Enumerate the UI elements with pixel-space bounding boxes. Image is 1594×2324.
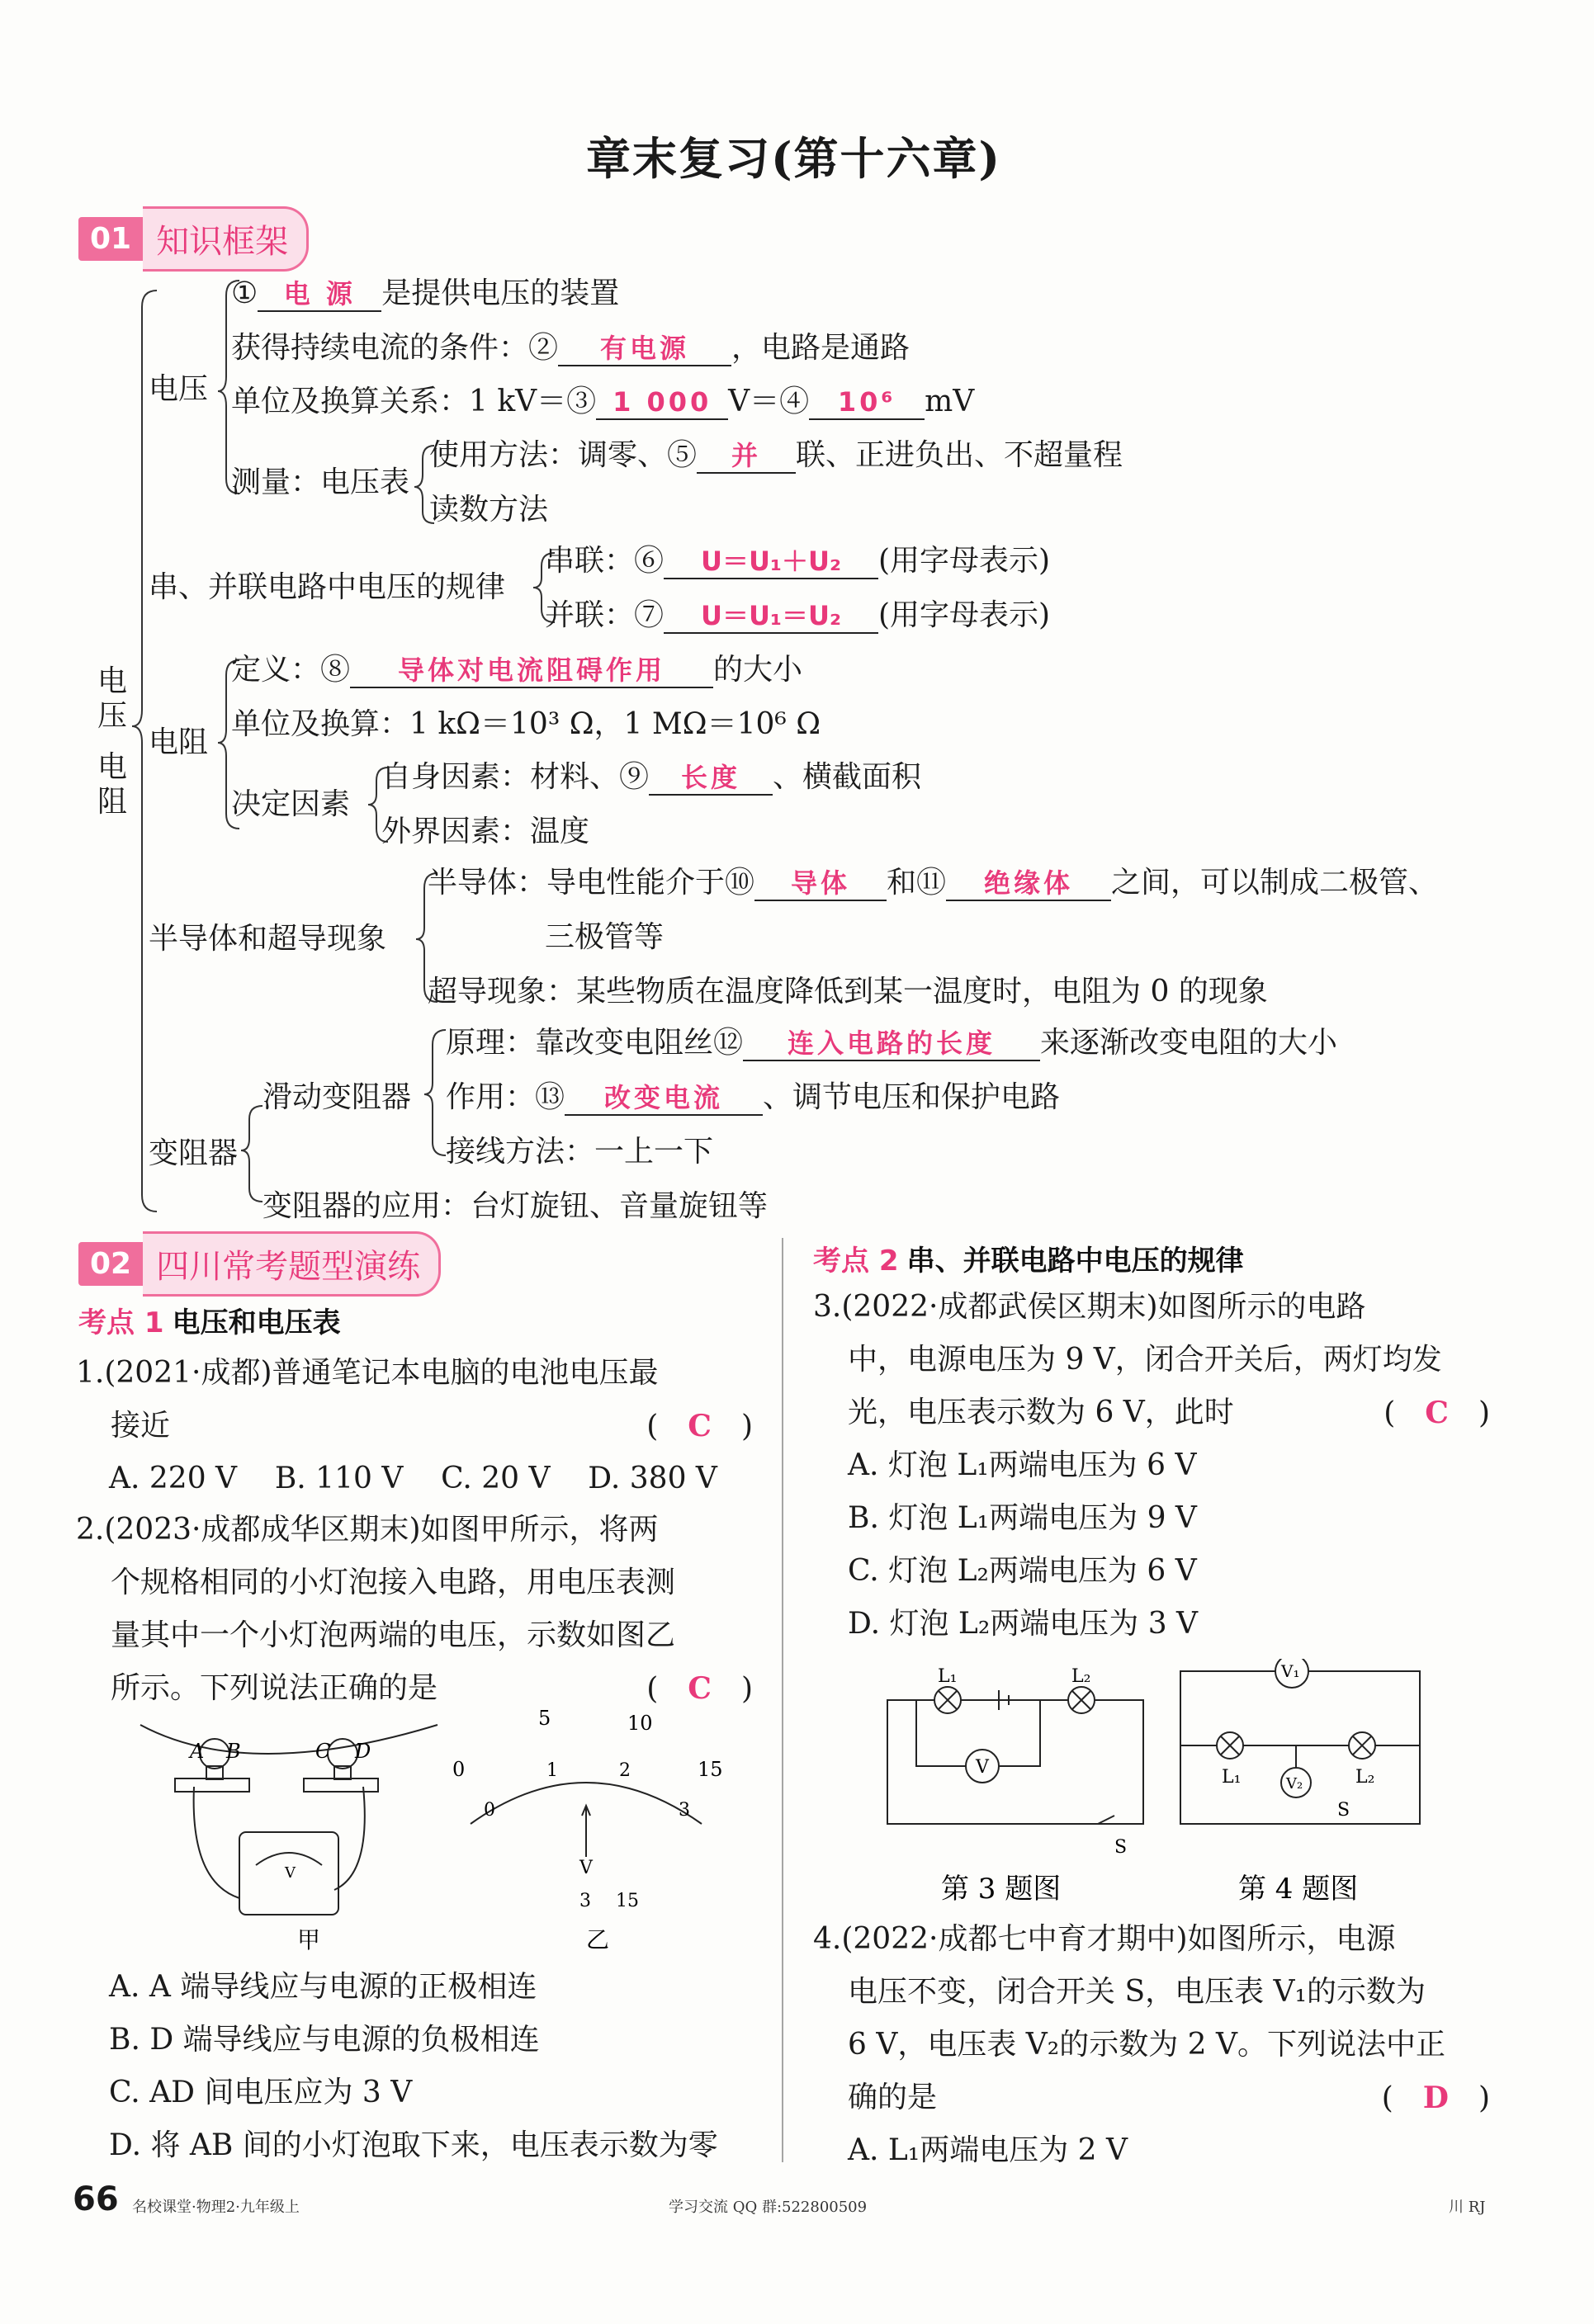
- q2-figure: [124, 1708, 768, 1956]
- answer-13: 改变电流: [565, 1081, 763, 1116]
- rheostat-application: 变阻器的应用：台灯旋钮、音量旋钮等: [263, 1189, 769, 1223]
- scale-top-15: 15: [698, 1758, 723, 1781]
- measure-label: 测量：电压表: [231, 465, 410, 499]
- fig3-caption: 第 3 题图: [941, 1873, 1062, 1906]
- semi-line1-cont: 三极管等: [545, 920, 665, 954]
- rheostat-wiring: 接线方法：一上一下: [446, 1135, 714, 1169]
- answer-q1: C: [688, 1409, 712, 1443]
- voltage-line3: 单位及换算关系：1 kV＝③ 1 000 V＝④ 10⁶ mV: [231, 385, 975, 418]
- question-3: 3.(2022·成都武侯区期末)如图所示的电路 中，电源电压为 9 V，闭合开关后，两灯均发 光，电压表示数为 6 V，此时 ( C ) A. 灯泡 L₁两端电压为 6 V B. 灯泡 L₁两端电压为 9 V C. 灯泡 L₂两端电压为 6 V D. 灯泡 L₂两端电压为 3 V: [813, 1290, 1490, 1641]
- section-practice: [78, 1238, 441, 1289]
- self-factor: 自身因素：材料、⑨ 长度 、横截面积: [381, 760, 922, 794]
- fig-label-c: C: [315, 1740, 331, 1763]
- svg-text:L₂: L₂: [1071, 1666, 1091, 1687]
- voltage-line2: 获得持续电流的条件：② 有电源 ，电路是通路: [231, 331, 911, 365]
- svg-text:V: V: [285, 1864, 296, 1882]
- svg-text:S: S: [1337, 1800, 1350, 1821]
- svg-text:S: S: [1114, 1837, 1128, 1858]
- svg-text:V: V: [579, 1858, 593, 1878]
- section-number: 02: [78, 1242, 143, 1286]
- svg-text:L₁: L₁: [1222, 1767, 1242, 1788]
- footer-edition: 川 RJ: [1449, 2199, 1486, 2216]
- answer-5: 并: [697, 439, 796, 474]
- voltage-label: 电压: [149, 372, 209, 406]
- question-1: 1.(2021·成都)普通笔记本电脑的电池电压最 接近 ( C ) A. 220 V B. 110 V C. 20 V D. 380 V: [76, 1356, 753, 1495]
- root-label: 电 压 电 阻: [97, 664, 128, 819]
- answer-12: 连入电路的长度: [743, 1027, 1040, 1061]
- answer-q2: C: [688, 1671, 712, 1706]
- external-factor: 外界因素：温度: [381, 815, 590, 848]
- question-4: 4.(2022·成都七中育才期中)如图所示，电源 电压不变，闭合开关 S，电压表 V₁的示数为 6 V，电压表 V₂的示数为 2 V。下列说法中正 确的是 ( D ) A. L₁两端电压为 2 V: [813, 1922, 1490, 2167]
- scale-top-10: 10: [627, 1712, 653, 1735]
- page-title: 章末复习(第十六章): [586, 132, 1002, 185]
- use-method: 使用方法：调零、⑤ 并 联、正进负出、不超量程: [429, 438, 1123, 472]
- section-number: 01: [78, 217, 143, 261]
- section-name: 四川常考题型演练: [143, 1231, 441, 1297]
- answer-6: U＝U₁＋U₂: [664, 545, 878, 579]
- scale-bottom-3: 3: [679, 1800, 690, 1821]
- answer-4: 10⁶: [809, 385, 925, 420]
- superconduct-line: 超导现象：某些物质在温度降低到某一温度时，电阻为 0 的现象: [428, 975, 1268, 1008]
- q2-options: A. A 端导线应与电源的正极相连 B. D 端导线应与电源的负极相连 C. AD 间电压应为 3 V D. 将 AB 间的小灯泡取下来，电压表示数为零: [109, 1970, 718, 2162]
- fig-yi: 乙: [586, 1926, 610, 1953]
- series-parallel-label: 串、并联电路中电压的规律: [149, 570, 506, 604]
- fig-label-d: D: [355, 1740, 371, 1763]
- svg-text:V₂: V₂: [1286, 1775, 1303, 1793]
- answer-9: 长度: [649, 761, 773, 796]
- svg-text:L₂: L₂: [1355, 1767, 1375, 1788]
- answer-3: 1 000: [596, 385, 728, 420]
- terminal-3: 3: [579, 1891, 591, 1911]
- kaodian-2: 考点 2 串、并联电路中电压的规律: [813, 1245, 1244, 1278]
- answer-10: 导体: [754, 867, 887, 901]
- rheostat-function: 作用：⑬ 改变电流 、调节电压和保护电路: [446, 1080, 1061, 1114]
- scale-zero-top: 0: [452, 1758, 466, 1781]
- semi-line1: 半导体：导电性能介于⑩ 导体 和⑪ 绝缘体 之间，可以制成二极管、: [428, 866, 1439, 900]
- kaodian-1: 考点 1 电压和电压表: [78, 1306, 341, 1339]
- scale-bottom-0: 0: [484, 1800, 495, 1821]
- answer-7: U＝U₁＝U₂: [664, 599, 878, 634]
- svg-text:V₁: V₁: [1281, 1661, 1300, 1681]
- read-method: 读数方法: [429, 493, 549, 527]
- resistance-unit: 单位及换算：1 kΩ＝10³ Ω，1 MΩ＝10⁶ Ω: [231, 707, 821, 741]
- answer-1: 电 源: [258, 277, 381, 312]
- fig-label-a: A: [190, 1740, 205, 1763]
- resistance-label: 电阻: [149, 725, 209, 759]
- slide-rheostat-label: 滑动变阻器: [263, 1080, 412, 1114]
- section-name: 知识框架: [143, 206, 309, 272]
- answer-q4: D: [1422, 2081, 1449, 2115]
- factor-label: 决定因素: [231, 787, 351, 821]
- series-line: 串联：⑥ U＝U₁＋U₂ (用字母表示): [545, 544, 1051, 578]
- fig-label-b: B: [226, 1740, 241, 1763]
- footer-book: 名校课堂·物理2·九年级上: [132, 2199, 300, 2216]
- question-2: 2.(2023·成都成华区期末)如图甲所示，将两 个规格相同的小灯泡接入电路，用电压表测 量其中一个小灯泡两端的电压，示数如图乙 所示。下列说法正确的是 ( C ): [76, 1513, 753, 1706]
- answer-11: 绝缘体: [946, 867, 1111, 901]
- fig-jia: 甲: [297, 1926, 321, 1953]
- fig4-caption: 第 4 题图: [1238, 1873, 1359, 1906]
- answer-8: 导体对电流阻碍作用: [350, 654, 713, 688]
- page-number: 66: [73, 2180, 119, 2218]
- resistance-def: 定义：⑧ 导体对电流阻碍作用 的大小: [231, 653, 803, 687]
- parallel-line: 并联：⑦ U＝U₁＝U₂ (用字母表示): [545, 598, 1051, 632]
- scale-bottom-1: 1: [546, 1760, 558, 1781]
- scale-top-5: 5: [538, 1708, 551, 1730]
- terminal-15: 15: [616, 1891, 639, 1911]
- answer-2: 有电源: [558, 332, 731, 366]
- scale-bottom-2: 2: [619, 1760, 631, 1781]
- semi-label: 半导体和超导现象: [149, 922, 387, 956]
- circuit-figures: [875, 1659, 1453, 1906]
- answer-q3: C: [1425, 1396, 1449, 1430]
- rheostat-principle: 原理：靠改变电阻丝⑫ 连入电路的长度 来逐渐改变电阻的大小: [446, 1026, 1338, 1060]
- footer-qq: 学习交流 QQ 群:522800509: [669, 2199, 868, 2216]
- svg-text:L₁: L₁: [938, 1666, 958, 1687]
- voltage-line1: ① 电 源 是提供电压的装置: [231, 276, 620, 310]
- svg-text:V: V: [976, 1757, 989, 1778]
- rheostat-label: 变阻器: [149, 1136, 239, 1170]
